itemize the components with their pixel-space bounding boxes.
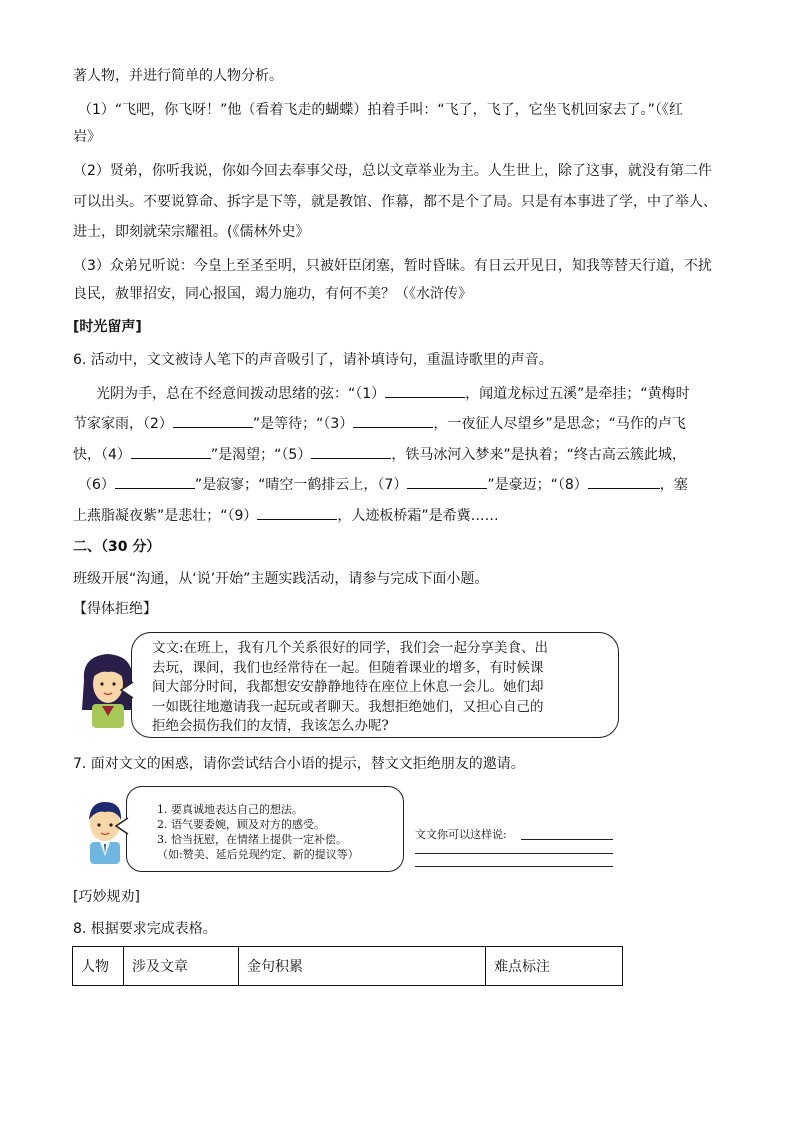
bubble-line: 拒绝会损伤我们的友情，我该怎么办呢? xyxy=(152,718,389,734)
section-heading-persuade: [巧妙规劝] xyxy=(73,889,140,905)
tip-line: 3. 恰当抚慰，在情绪上提供一定补偿。 xyxy=(157,833,347,846)
text-line: （3）众弟兄听说：今皇上至圣至明，只被奸臣闭塞，暂时昏昧。有日云开见日，知我等替天行道，不扰 xyxy=(73,258,712,274)
bubble-line: 文文:在班上，我有几个关系很好的同学，我们会一起分享美食、出 xyxy=(152,640,549,656)
tip-line: （如:赞美、延后兑现约定、新的提议等） xyxy=(157,848,359,861)
bubble-text xyxy=(152,639,548,737)
question-6-line xyxy=(78,474,688,494)
table-header-cell: 金句积累 xyxy=(239,947,486,986)
tip-line: 1. 要真诚地表达自己的想法。 xyxy=(157,803,303,816)
answer-line[interactable] xyxy=(415,866,613,867)
answer-line[interactable] xyxy=(521,839,613,840)
question-6-stem: 6. 活动中，文文被诗人笔下的声音吸引了，请补填诗句，重温诗歌里的声音。 xyxy=(73,352,553,368)
table-header-cell: 人物 xyxy=(73,947,124,986)
text-line: 可以出头。不要说算命、拆字是下等，就是教馆、作幕，都不是个了局。只是有本事进了学，中了举人、 xyxy=(73,194,717,210)
bubble-tail-icon xyxy=(115,816,129,836)
q6-text: ，铁马冰河入梦来”是执着；“终古高云簇此城， xyxy=(391,447,686,463)
question-6-line xyxy=(73,413,686,433)
section-heading-refuse: 【得体拒绝】 xyxy=(73,601,157,617)
answer-blank-1[interactable] xyxy=(385,383,465,398)
answer-blank-8[interactable] xyxy=(588,474,660,489)
table-header-cell: 难点标注 xyxy=(486,947,623,986)
q6-text: ，闻道龙标过五溪”是牵挂；“黄梅时 xyxy=(465,386,690,402)
text-line: 岩》 xyxy=(73,129,101,145)
section-heading-time: [时光留声] xyxy=(73,319,142,335)
question-7-stem: 7. 面对文文的困惑，请你尝试结合小语的提示，替文文拒绝朋友的邀请。 xyxy=(73,756,525,772)
q6-text: ”是豪迈；“（8） xyxy=(487,477,588,493)
answer-blank-2[interactable] xyxy=(173,413,253,428)
question-8-stem: 8. 根据要求完成表格。 xyxy=(73,921,217,937)
answer-blank-3[interactable] xyxy=(353,413,433,428)
bubble-line: 去玩，课间，我们也经常待在一起。但随着课业的增多，有时候课 xyxy=(152,659,544,676)
speech-bubble-wenwen xyxy=(131,632,619,738)
answer-blank-4[interactable] xyxy=(131,444,211,459)
q6-text: ，一夜征人尽望乡”是思念；“马作的卢飞 xyxy=(433,416,686,432)
part-two-heading: 二、（30 分） xyxy=(73,539,161,555)
answer-line[interactable] xyxy=(415,853,613,854)
q6-text: ”是寂寥；“晴空一鹤排云上，（7） xyxy=(194,477,408,493)
text-line: 良民，赦罪招安，同心报国，竭力施功，有何不美？（《水浒传》 xyxy=(73,286,472,302)
answer-blank-5[interactable] xyxy=(311,444,391,459)
character-table xyxy=(72,946,623,986)
q6-text: 快，（4） xyxy=(73,447,131,463)
q6-text: ，塞 xyxy=(659,477,688,493)
q6-text: 上燕脂凝夜紫”是悲壮；“（9） xyxy=(73,508,258,524)
tip-line: 2. 语气要委婉，顾及对方的感受。 xyxy=(157,818,325,831)
q6-text: 光阴为手，总在不经意间拨动思绪的弦：“（1） xyxy=(96,386,386,402)
bubble-tail-icon xyxy=(120,680,134,700)
bubble-line: 一如既往地邀请我一起玩或者聊天。我想拒绝她们，又担心自己的 xyxy=(152,698,544,715)
answer-blank-7[interactable] xyxy=(407,474,487,489)
q6-text: （6） xyxy=(78,477,115,493)
q6-text: ，人迹板桥霜”是希冀…… xyxy=(337,508,499,524)
question-6-line xyxy=(73,505,499,525)
tips-bubble xyxy=(126,786,404,872)
q6-text: 节家家雨，（2） xyxy=(73,416,173,432)
text-line: （2）贤弟，你听我说，你如今回去奉事父母，总以文章举业为主。人生世上，除了这事，就没有第二件 xyxy=(73,163,712,179)
answer-blank-6[interactable] xyxy=(115,474,195,489)
q6-text: ”是等待；“（3） xyxy=(252,416,354,432)
text-line: 著人物，并进行简单的人物分析。 xyxy=(73,68,283,84)
q6-text: ”是渴望；“（5） xyxy=(210,447,312,463)
answer-blank-9[interactable] xyxy=(257,505,337,520)
text-line: 进士，即刻就荣宗耀祖。(《儒林外史》 xyxy=(73,224,310,240)
answer-label: 文文你可以这样说: xyxy=(415,828,507,841)
table-header-cell: 涉及文章 xyxy=(124,947,239,986)
question-6-line xyxy=(73,444,686,464)
text-line: （1）“飞吧，你飞呀！”他（看着飞走的蝴蝶）拍着手叫：“飞了，飞了，它坐飞机回家去了。”（《红 xyxy=(78,102,683,118)
activity-intro: 班级开展“沟通，从‘说’开始”主题实践活动，请参与完成下面小题。 xyxy=(73,571,489,587)
bubble-line: 间大部分时间，我都想安安静静地待在座位上休息一会儿。她们却 xyxy=(152,679,544,695)
table-header-row xyxy=(73,947,623,986)
question-6-line xyxy=(96,383,690,403)
